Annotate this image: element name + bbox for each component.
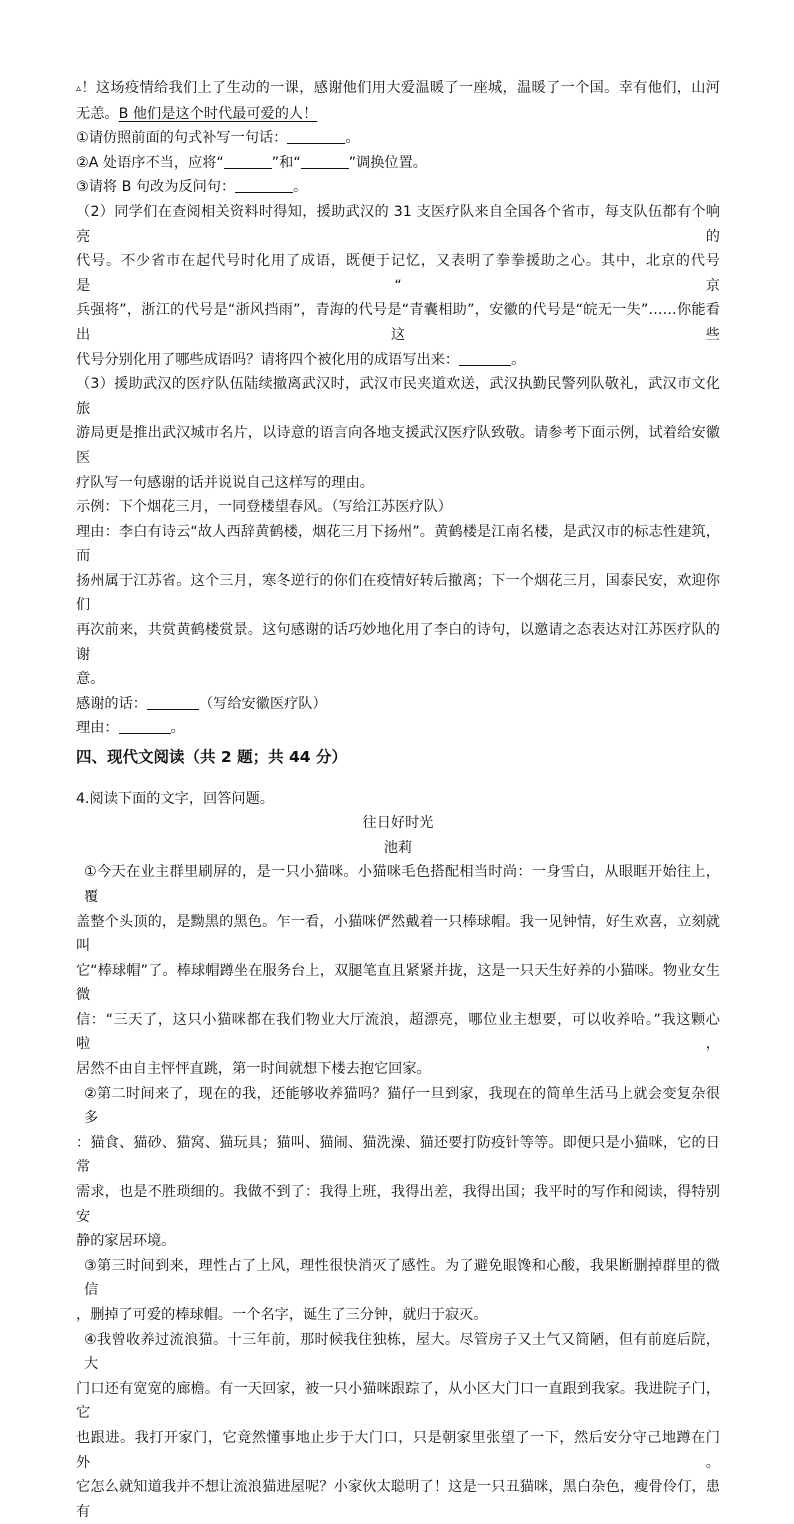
section-3-line-1: （3）援助武汉的医疗队伍陆续撤离武汉时，武汉市民夹道欢送，武汉执勤民警列队敬礼，武汉市文化旅 xyxy=(76,376,720,417)
paragraph-4-line-1: ④我曾收养过流浪猫。十三年前，那时候我住独栋，屋大。尽管房子又土气又简陋，但有前庭后院，大 xyxy=(84,1331,720,1373)
question-2: ②A 处语序不当，应将“ ”和“ ”调换位置。 xyxy=(76,154,427,171)
paragraph-2-line-4: 静的家居环境。 xyxy=(76,1233,176,1250)
answer-blank[interactable] xyxy=(301,154,349,169)
section-2-line-3: 兵强将”，浙江的代号是“浙风挡雨”，青海的代号是“青囊相助”，安徽的代号是“皖无一失”……你能看出这些 xyxy=(76,302,720,343)
section-2-line-4: 代号分别化用了哪些成语吗？请将四个被化用的成语写出来： 。 xyxy=(76,351,526,368)
sentence-b: B 他们是这个时代最可爱的人！ xyxy=(118,105,318,122)
passage-line-2: 无恙。B 他们是这个时代最可爱的人！ xyxy=(76,105,318,122)
question-3: ③请将 B 句改为反问句： 。 xyxy=(76,179,308,196)
paragraph-1-line-2: 盖整个头顶的，是黝黑的黑色。乍一看，小猫咪俨然戴着一只棒球帽。我一见钟情，好生欢喜，立刻就叫 xyxy=(76,913,720,955)
document-page xyxy=(76,76,720,1524)
paragraph-2-line-3: 需求，也是不胜琐细的。我做不到了：我得上班，我得出差，我得出国；我平时的写作和阅读，得特别安 xyxy=(76,1184,720,1225)
paragraph-3-line-1: ③第三时间到来，理性占了上风，理性很快消灭了感性。为了避免眼馋和心酸，我果断删掉群里的微信 xyxy=(84,1257,720,1299)
reason-line-1: 理由：李白有诗云“故人西辞黄鹤楼，烟花三月下扬州”。黄鹤楼是江南名楼，是武汉市的标志性建筑，而 xyxy=(76,523,720,565)
answer-blank[interactable] xyxy=(119,719,171,734)
question-4: 4.阅读下面的文字，回答问题。 xyxy=(76,790,274,807)
article-title: 往日好时光 xyxy=(362,815,434,832)
paragraph-1-line-5: 居然不由自主怦怦直跳，第一时间就想下楼去抱它回家。 xyxy=(76,1061,431,1078)
paragraph-1-line-4: 信：“三天了，这只小猫咪都在我们物业大厅流浪，超漂亮，哪位业主想要，可以收养哈。”我这颗心啦， xyxy=(76,1011,720,1053)
triangle-marker-icon: ▵ xyxy=(76,83,82,94)
paragraph-2-line-1: ②第二时间来了，现在的我，还能够收养猫吗？猫仔一旦到家，我现在的简单生活马上就会变复杂很多 xyxy=(84,1085,720,1127)
reason-line-4: 意。 xyxy=(76,671,105,688)
paragraph-4-line-3: 也跟进。我打开家门，它竟然懂事地止步于大门口，只是朝家里张望了一下，然后安分守己地蹲在门外。 xyxy=(76,1429,720,1471)
section-heading: 四、现代文阅读（共 2 题；共 44 分） xyxy=(76,748,347,767)
reason-line-3: 再次前来，共赏黄鹤楼赏景。这句感谢的话巧妙地化用了李白的诗句，以邀请之态表达对江苏医疗队的谢 xyxy=(76,622,720,663)
paragraph-3-line-2: ，删掉了可爱的棒球帽。一个名字，诞生了三分钟，就归于寂灭。 xyxy=(76,1307,488,1323)
answer-blank[interactable] xyxy=(224,154,272,169)
paragraph-1-line-1: ①今天在业主群里刷屏的，是一只小猫咪。小猫咪毛色搭配相当时尚：一身雪白，从眼眶开始往上，覆 xyxy=(84,864,720,905)
paragraph-2-line-2: ：猫食、猫砂、猫窝、猫玩具；猫叫、猫闹、猫洗澡、猫还要打防疫针等等。即便只是小猫咪，它的日常 xyxy=(76,1134,720,1176)
paragraph-1-line-3: 它“棒球帽”了。棒球帽蹲坐在服务台上，双腿笔直且紧紧并拢，这是一只天生好养的小猫咪。物业女生微 xyxy=(76,962,720,1004)
answer-blank[interactable] xyxy=(235,178,293,193)
answer-blank[interactable] xyxy=(459,351,511,366)
reason-answer-line: 理由： 。 xyxy=(76,720,185,737)
answer-blank[interactable] xyxy=(147,695,199,710)
paragraph-4-line-4: 它怎么就知道我并不想让流浪猫进屋呢？小家伙太聪明了！这是一只丑猫咪，黑白杂色，瘦骨伶仃，患有 xyxy=(76,1479,720,1520)
passage-line-1: ▵！这场疫情给我们上了生动的一课，感谢他们用大爱温暖了一座城，温暖了一个国。幸有他们，山河 xyxy=(76,76,720,102)
question-1: ①请仿照前面的句式补写一句话： 。 xyxy=(76,130,360,147)
section-3-line-3: 疗队写一句感谢的话并说说自己这样写的理由。 xyxy=(76,474,374,491)
thanks-line: 感谢的话： （写给安徽医疗队） xyxy=(76,695,327,712)
section-3-line-2: 游局更是推出武汉城市名片，以诗意的语言向各地支援武汉医疗队致敬。请参考下面示例，试着给安徽医 xyxy=(76,425,720,466)
reason-line-2: 扬州属于江苏省。这个三月，寒冬逆行的你们在疫情好转后撤离；下一个烟花三月，国泰民安，欢迎你们 xyxy=(76,572,720,614)
section-2-line-1: （2）同学们在查阅相关资料时得知，援助武汉的 31 支医疗队来自全国各个省市，每支队伍都有个响亮的 xyxy=(76,203,720,245)
answer-blank[interactable] xyxy=(287,129,345,144)
example-line: 示例：下个烟花三月，一同登楼望春风。（写给江苏医疗队） xyxy=(76,499,452,516)
article-author: 池莉 xyxy=(383,839,413,856)
paragraph-4-line-2: 门口还有宽宽的廊檐。有一天回家，被一只小猫咪跟踪了，从小区大门口一直跟到我家。我进院子门，它 xyxy=(76,1380,720,1422)
section-2-line-2: 代号。不少省市在起代号时化用了成语，既便于记忆，又表明了拳拳援助之心。其中，北京的代号是“京 xyxy=(76,253,720,294)
